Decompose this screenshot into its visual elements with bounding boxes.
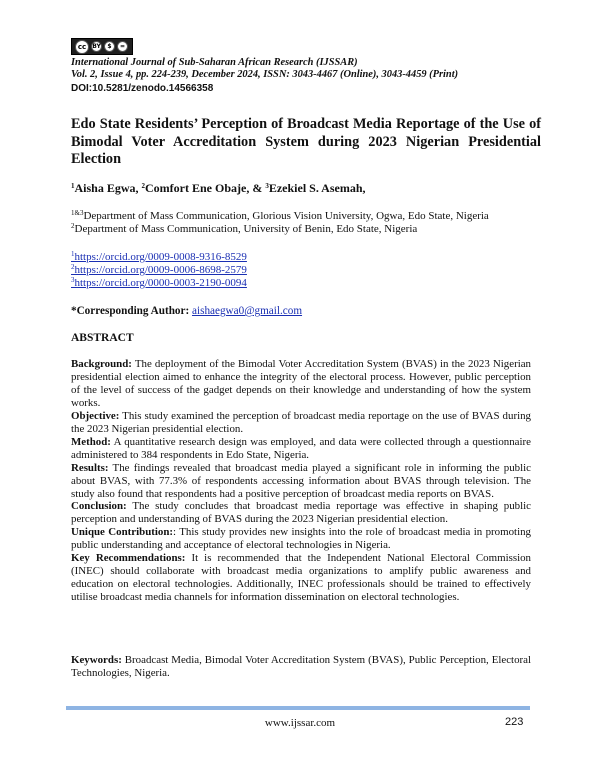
orcid-link-3[interactable] <box>71 277 371 290</box>
journal-name: International Journal of Sub-Saharan African Research (IJSSAR) <box>71 57 358 68</box>
author-1-sup: 1 <box>71 182 75 190</box>
attribution-icon: BY <box>92 43 101 50</box>
abstract-results <box>71 462 531 501</box>
author-1: Aisha Egwa, <box>74 181 142 195</box>
orcid-1-sup: 1 <box>71 250 75 258</box>
orcid-link-1[interactable] <box>71 251 371 264</box>
keywords-text: Broadcast Media, Bimodal Voter Accreditation System (BVAS), Public Perception, Electoral Technologies, Nigeria. <box>71 654 531 679</box>
abstract-body <box>71 358 531 604</box>
cc-license-badge <box>71 38 133 55</box>
section-label: Unique Contribution: <box>71 526 174 539</box>
section-label: Key Recommendations: <box>71 552 186 565</box>
keywords <box>71 654 531 680</box>
section-label: Conclusion: <box>71 500 127 513</box>
keywords-label: Keywords: <box>71 654 122 666</box>
abstract-background <box>71 358 531 410</box>
journal-issue: Vol. 2, Issue 4, pp. 224-239, December 2024, ISSN: 3043-4467 (Online), 3043-4459 (Print) <box>71 69 459 80</box>
orcid-1-url[interactable]: https://orcid.org/0009-0008-9316-8529 <box>74 251 247 263</box>
orcid-2-sup: 2 <box>71 263 75 271</box>
section-label: Objective: <box>71 409 120 422</box>
affiliation-2-text: Department of Mass Communication, University of Benin, Edo State, Nigeria <box>74 223 418 235</box>
abstract-unique-contribution <box>71 526 531 552</box>
orcid-link-2[interactable] <box>71 264 371 277</box>
section-text: The study concludes that broadcast media reportage was effective in shaping public perception and understanding of BVAS during the 2023 Nigerian presidential election. <box>71 500 531 526</box>
section-text: This study examined the perception of broadcast media reportage on the use of BVAS during the 2023 Nigerian presidential election. <box>71 409 531 435</box>
author-3: Ezekiel S. Asemah, <box>268 181 366 195</box>
author-list <box>71 181 366 196</box>
section-text: The deployment of the Bimodal Voter Accreditation System (BVAS) in the 2023 Nigerian presidential election aimed to enhance the integrity of the electoral process. However, public perception of the level of success of the gadget depends on their knowledge and understanding of how the system works. <box>71 358 531 409</box>
author-2-sup: 2 <box>141 182 146 190</box>
section-text: A quantitative research design was employed, and data were collected through a questionnaire administered to 384 respondents in Edo State, Nigeria. <box>71 435 531 461</box>
author-2: Comfort Ene Obaje, & <box>145 181 266 195</box>
paper-title: Edo State Residents’ Perception of Broadcast Media Reportage of the Use of Bimodal Voter Accreditation System during 2023 Nigerian Presidential Election <box>71 116 541 167</box>
affiliation-1-text: Department of Mass Communication, Glorious Vision University, Ogwa, Edo State, Nigeria <box>83 210 489 222</box>
abstract-objective <box>71 410 531 436</box>
footer-url[interactable]: www.ijssar.com <box>264 717 336 729</box>
noncommercial-icon: $ <box>104 41 115 52</box>
author-3-sup: 3 <box>265 182 269 190</box>
section-text: It is recommended that the Independent National Electoral Commission (INEC) should collaborate with broadcast media organizations to amplify public awareness and education on electoral technologies. Additionally, INEC professionals should be trained to effectively utilise broadcast media channels for information dissemination on electoral technologies. <box>71 552 531 604</box>
page-number: 223 <box>505 716 524 728</box>
affiliation-2 <box>71 223 551 236</box>
section-text: The findings revealed that broadcast media played a significant role in informing the public about BVAS, with 77.3% of respondents accessing information about BVAS through television. The study also found that respondents had a positive perception of broadcast media reports on BVAS. <box>71 461 531 500</box>
orcid-3-url[interactable]: https://orcid.org/0000-0003-2190-0094 <box>74 277 247 289</box>
section-label: Results: <box>71 461 109 474</box>
affiliation-1 <box>71 210 551 223</box>
doi: DOI:10.5281/zenodo.14566358 <box>71 83 214 94</box>
section-text: : This study provides new insights into the role of broadcast media in promoting public understanding and acceptance of electoral technologies in Nigeria. <box>71 526 531 552</box>
orcid-3-sup: 3 <box>71 276 75 284</box>
abstract-method <box>71 436 531 462</box>
creative-commons-icon: cc <box>75 40 89 54</box>
abstract-heading: ABSTRACT <box>71 332 134 344</box>
corresponding-author <box>71 305 302 317</box>
corresponding-email-link[interactable]: aishaegwa0@gmail.com <box>192 305 303 317</box>
noderivatives-icon: = <box>117 41 128 52</box>
corresponding-label: *Corresponding Author: <box>71 305 193 317</box>
abstract-key-recommendations <box>71 552 531 604</box>
abstract-conclusion <box>71 500 531 526</box>
section-label: Background: <box>71 358 132 370</box>
affiliation-1-sup: 1&3 <box>71 209 84 217</box>
journal-info <box>71 57 541 81</box>
footer-divider <box>66 706 530 710</box>
orcid-2-url[interactable]: https://orcid.org/0009-0006-8698-2579 <box>74 264 247 276</box>
section-label: Method: <box>71 435 111 448</box>
affiliation-2-sup: 2 <box>71 222 75 230</box>
